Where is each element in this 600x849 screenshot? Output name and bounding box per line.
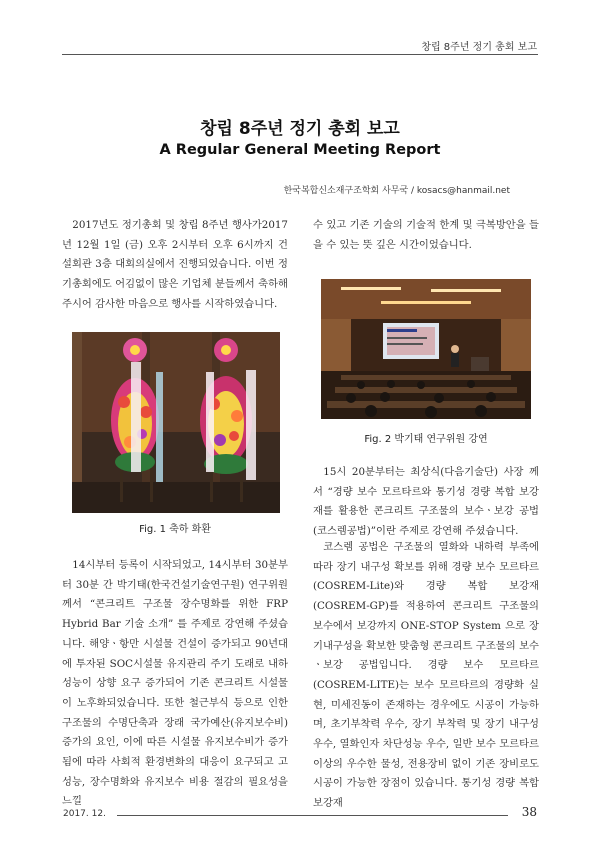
left-paragraph-2: 14시부터 등록이 시작되었고, 14시부터 30분부터 30분 간 박기태(한국건설기술연구원) 연구위원께서 “콘크리트 구조물 장수명화를 위한 FRP Hybrid Bar 기술 소개” 를 주제로 강연해 주셨습니다. 해양ㆍ항만 시설물 건설이 증가되고 90년대에 투자된 SOC시설물 유지관리 주기 도래로 내하성능이 상향 요구 증가되어 기존 콘크리트 시설물이 노후화되었습니다. 또한 철근부식 등으로 인한 구조물의 수명단축과 장래 국가예산(유지보수비)증가의 요인, 이에 따른 시설물 유지보수비가 증가됨에 따라 사회적 환경변화의 대응이 요구되고 고성능, 장수명화와 유지보수 비용 절감의 필요성을 느낄 [62, 559, 288, 808]
header-rule [62, 54, 538, 55]
fig1-caption: Fig. 1 축하 화환 [139, 524, 211, 535]
page-number: 38 [521, 805, 537, 819]
flower-wreath-image [72, 332, 280, 513]
right-paragraph-2: 15시 20분부터는 최상식(다음기술단) 사장 께서 “경량 보수 모르타르와 통기성 경량 복합 보강재를 활용한 콘크리트 구조물의 보수ㆍ보강 공법(코스렘공법)”이란 주제로 강연해 주셨습니다. [313, 466, 539, 538]
author-line: 한국복합신소재구조학회 사무국 / kosacs@hanmail.net [283, 186, 510, 196]
right-paragraph-3: 코스렘 공법은 구조물의 열화와 내하력 부족에 따라 장기 내구성 확보를 위해 경량 보수 모르타르(COSREM-Lite)와 경량 복합 보강재(COSREM-GP)를 적용하여 콘크리트 구조물의 보수에서 보강까지 ONE-STOP System 으로 장기내구성을 확보한 맞춤형 콘크리트 구조물의 보수ㆍ보강 공법입니다. 경량 보수 모르타르(COSREM-LITE)는 보수 모르타르의 경량화 실현, 미세진동이 존재하는 경우에도 시공이 가능하며, 초기부착력 우수, 장기 부착력 및 장기 내구성 우수, 열화인자 차단성능 우수, 일반 보수 모르타르 이상의 우수한 물성, 전용장비 없이 기존 장비로도 시공이 가능한 장점이 있습니다. 통기성 경량 복합보강재 [313, 541, 539, 810]
footer-date: 2017. 12. [63, 809, 106, 819]
article-title-english: A Regular General Meeting Report [159, 142, 441, 158]
right-paragraph-1: 수 있고 기존 기술의 기술적 한계 및 극복방안을 들을 수 있는 뜻 깊은 시간이었습니다. [313, 219, 539, 251]
lecture-hall-image [321, 279, 531, 419]
left-paragraph-1: 2017년도 정기총회 및 창립 8주년 행사가2017년 12월 1일 (금) 오후 2시부터 오후 6시까지 건설회관 3층 대회의실에서 진행되었습니다. 이번 정기총회에도 어김없이 많은 기업체 분들께서 축하해주시어 감사한 마음으로 행사를 시작하였습니다. [62, 219, 288, 310]
article-title-korean: 창립 8주년 정기 총회 보고 [200, 119, 400, 139]
fig2-caption: Fig. 2 박기태 연구위원 강연 [364, 434, 488, 445]
fig1-photo [72, 332, 280, 513]
fig2-photo [321, 279, 531, 419]
footer-rule [117, 815, 508, 816]
running-head: 창립 8주년 정기 총회 보고 [421, 42, 537, 53]
